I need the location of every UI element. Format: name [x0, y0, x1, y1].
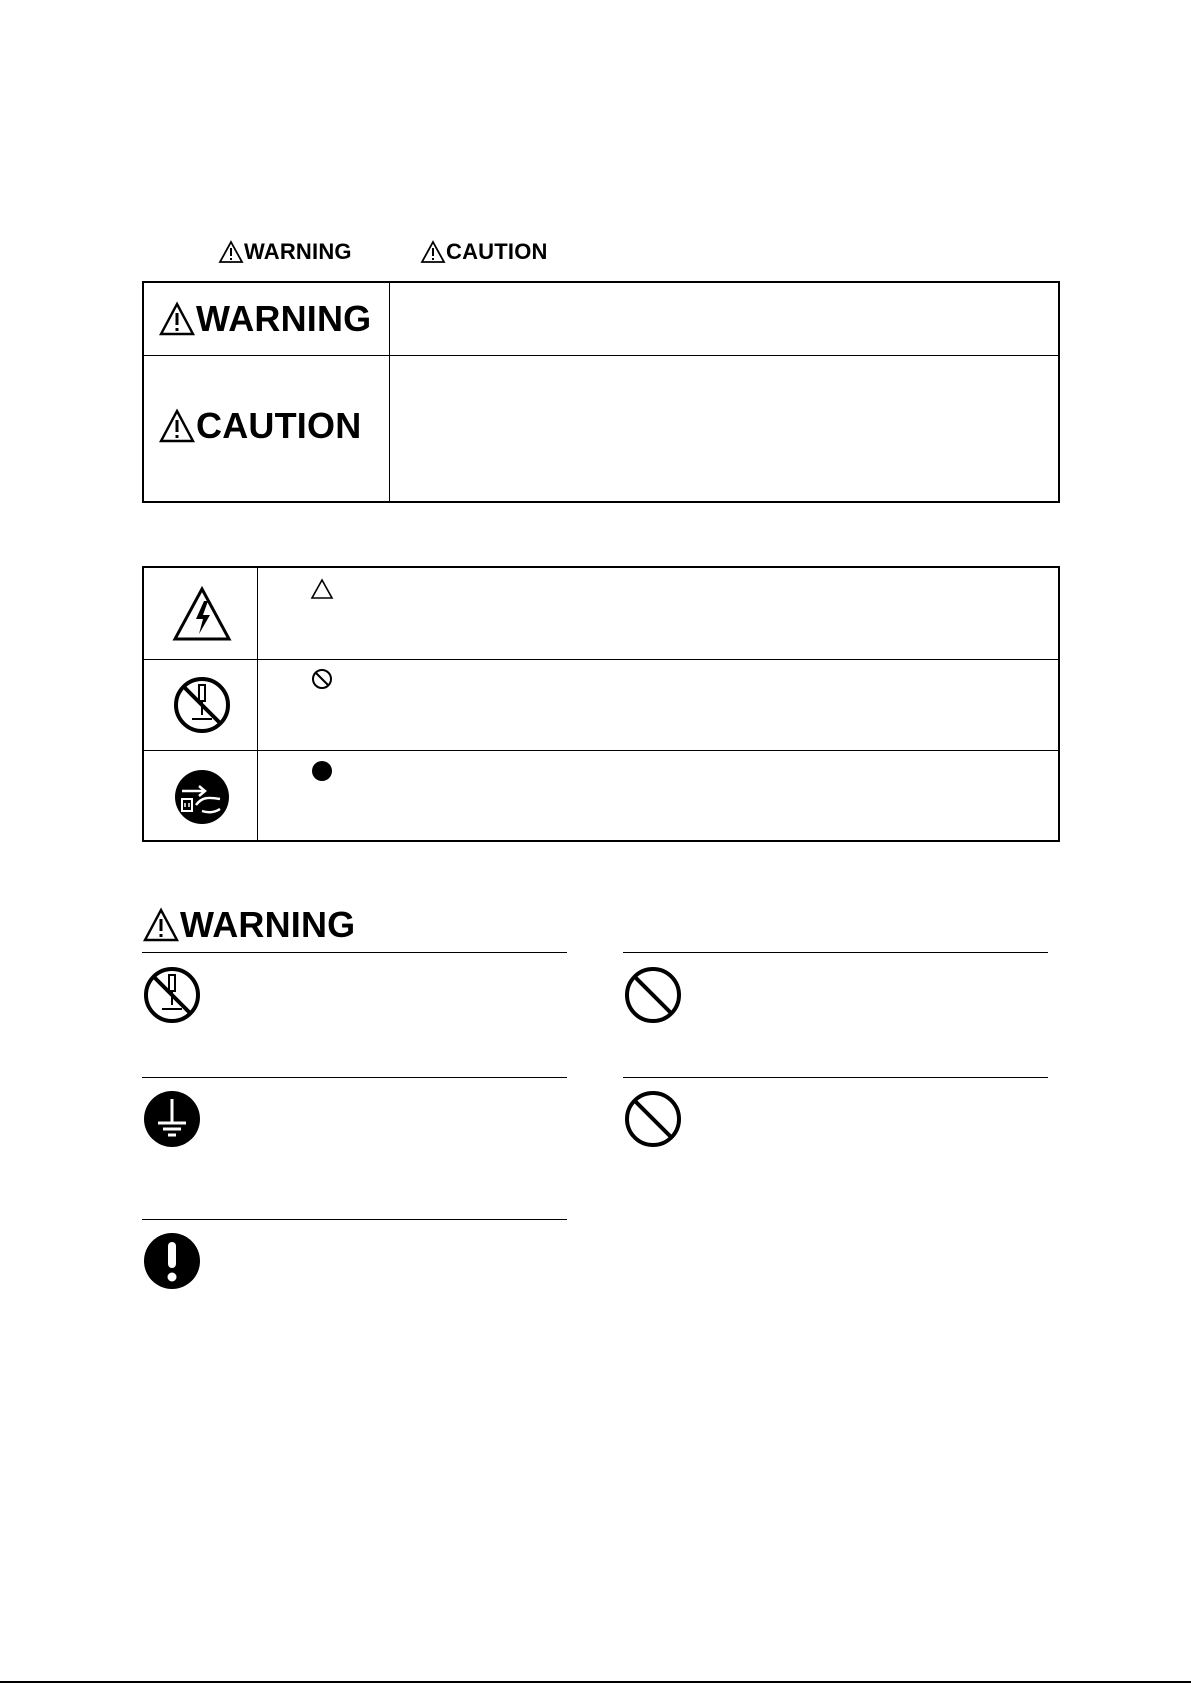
- warning-item-rule: [142, 1077, 567, 1078]
- symbol-table-divider: [257, 568, 258, 840]
- exclamation-icon: [142, 1231, 202, 1291]
- warning-item-rule: [142, 1219, 567, 1220]
- signal-warning-label: WARNING: [196, 298, 372, 339]
- signal-warning-cell: [158, 297, 371, 341]
- warning-section-heading: [142, 902, 355, 948]
- warning-item-rule: [623, 952, 1048, 953]
- warning-item-rule: [623, 1077, 1048, 1078]
- prohibition-icon: [623, 1089, 683, 1149]
- signal-table-divider: [389, 283, 390, 501]
- warning-triangle-icon: [420, 240, 446, 264]
- warning-triangle-icon: [142, 907, 180, 943]
- electric-shock-triangle-icon: [172, 586, 232, 642]
- no-disassembly-icon: [172, 675, 232, 735]
- legend-caution: [420, 238, 548, 266]
- warning-triangle-icon: [218, 240, 244, 264]
- warning-section-heading-label: WARNING: [180, 904, 356, 945]
- legend-caution-label: CAUTION: [446, 239, 548, 264]
- legend-warning-label: WARNING: [244, 239, 352, 264]
- signal-caution-label: CAUTION: [196, 405, 362, 446]
- signal-table-row-divider: [144, 355, 1058, 356]
- legend-warning: [218, 238, 352, 266]
- page-bottom-rule: [0, 1681, 1191, 1683]
- warning-triangle-icon: [158, 408, 196, 444]
- signal-word-table: [142, 281, 1060, 503]
- ground-icon: [142, 1089, 202, 1149]
- symbol-table-row-divider: [144, 750, 1058, 751]
- no-disassembly-icon: [142, 965, 202, 1025]
- unplug-icon: [172, 767, 232, 827]
- prohibition-icon: [311, 668, 333, 690]
- filled-circle-icon: [310, 759, 334, 783]
- symbol-table-row-divider: [144, 659, 1058, 660]
- warning-triangle-icon: [158, 301, 196, 337]
- warning-item-rule: [142, 952, 567, 953]
- triangle-icon: [310, 578, 334, 600]
- prohibition-icon: [623, 965, 683, 1025]
- signal-caution-cell: [158, 404, 361, 448]
- symbol-table: [142, 566, 1060, 842]
